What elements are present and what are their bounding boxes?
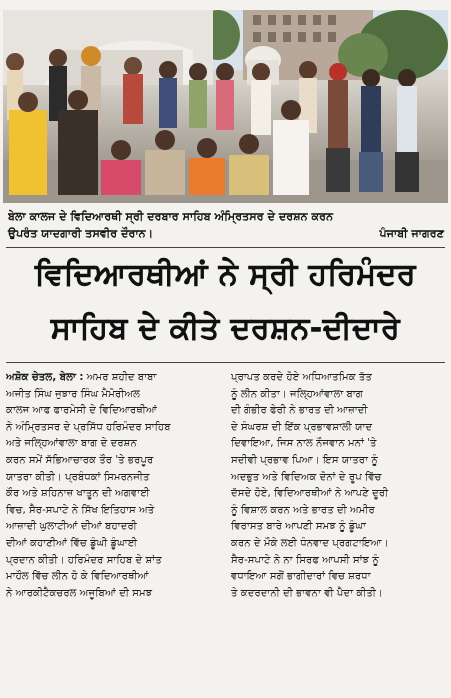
headline-line-1: ਵਿਦਿਆਰਥੀਆਂ ਨੇ ਸ੍ਰੀ ਹਰਿਮੰਦਰ [34,257,417,292]
article-line: ਪ੍ਰਦਾਨ ਕੀਤੀ। ਹਰਿਮੰਦਰ ਸਾਹਿਬ ਦੇ ਸ਼ਾਂਤ [6,554,162,566]
article-line: ਵਿਚ, ਸੈਰ-ਸਪਾਟੇ ਨੇ ਸਿੱਖ ਇਤਿਹਾਸ ਅਤੇ [6,504,155,516]
article-column-left [6,370,221,692]
photo-caption [8,208,444,242]
article-line: ਨੇ ਆਰਕੀਟੈਕਚਰਲ ਅਜੂਬਿਆਂ ਦੀ ਸਮਝ [6,587,153,599]
article-column-right [231,370,446,692]
headline-line-2: ਸਾਹਿਬ ਦੇ ਕੀਤੇ ਦਰਸ਼ਨ-ਦੀਦਾਰੇ [50,311,401,346]
article-line: ਨੂੰ ਵਿਸ਼ਾਲ ਕਰਨ ਅਤੇ ਭਾਰਤ ਦੀ ਅਮੀਰ [231,504,375,516]
photo-credit: ਪੰਜਾਬੀ ਜਾਗਰਣ [379,227,444,240]
byline: ਅਸ਼ੋਕ ਚੇਤਲ, ਬੇਲਾ : [6,372,84,383]
article-line: ਸੈਰ-ਸਪਾਟੇ ਨੇ ਨਾ ਸਿਰਫ ਆਪਸੀ ਸਾਂਝ ਨੂੰ [231,554,379,566]
article-line: ਤੇ ਕਦਰਦਾਨੀ ਦੀ ਭਾਵਨਾ ਵੀ ਪੈਦਾ ਕੀਤੀ। [231,587,383,599]
group-photo-illustration [3,10,448,203]
caption-line-1: ਬੇਲਾ ਕਾਲਜ ਦੇ ਵਿਦਿਆਰਥੀ ਸ੍ਰੀ ਦਰਬਾਰ ਸਾਹਿਬ ਅੰਮ੍ਰਿਤਸਰ ਦੇ ਦਰਸ਼ਨ ਕਰਨ [8,210,334,223]
article-line: ਪ੍ਰਾਪਤ ਕਰਦੇ ਹੋਏ ਅਧਿਆਤਮਿਕ ਤੱਤ [231,372,372,383]
article-line: ਵਧਾਇਆ ਸਗੋਂ ਭਾਗੀਦਾਰਾਂ ਵਿਚ ਸ਼ਰਧਾ [231,571,371,583]
article-line: ਦਿਵਾਇਆ, ਜਿਸ ਨਾਲ ਨੌਜਵਾਨ ਮਨਾਂ 'ਤੇ [231,438,377,450]
article-line: ਯਾਤਰਾ ਕੀਤੀ। ਪ੍ਰਬੰਧਕਾਂ ਸਿਮਰਨਜੀਤ [6,471,150,483]
article-line: ਵਿਰਾਸਤ ਬਾਰੇ ਆਪਣੀ ਸਮਝ ਨੂੰ ਡੂੰਘਾ [231,521,366,533]
article-line: ਦੀ ਗੰਭੀਰ ਫੇਰੀ ਨੇ ਭਾਰਤ ਦੀ ਆਜ਼ਾਦੀ [231,405,368,417]
article-line: ਆਜ਼ਾਦੀ ਘੁਲਾਟੀਆਂ ਦੀਆਂ ਬਹਾਦਰੀ [6,521,137,533]
article-body [6,370,446,692]
article-line: ਦੇ ਸੰਘਰਸ਼ ਦੀ ਇੱਕ ਪ੍ਰਭਾਵਸ਼ਾਲੀ ਯਾਦ [231,421,373,433]
headline-divider [6,362,445,363]
article-line: ਕਰਨ ਦੇ ਮੌਕੇ ਲਈ ਧੰਨਵਾਦ ਪ੍ਰਗਟਾਇਆ। [231,537,389,549]
group-photo [3,10,448,203]
article-line: ਕਰਨ ਸਮੇਂ ਸੱਭਿਆਚਾਰਕ ਤੌਰ 'ਤੇ ਭਰਪੂਰ [6,454,154,466]
article-line: ਅਤੇ ਜਲ੍ਹਿਆਂਵਾਲਾ ਬਾਗ ਦੇ ਦਰਸ਼ਨ [6,438,137,450]
caption-line-2-row [8,225,444,242]
article-line: ਨੂੰ ਲੀਨ ਕੀਤਾ। ਜਲ੍ਹਿਆਂਵਾਲਾ ਬਾਗ [231,388,363,400]
article-line [6,370,221,387]
article-line: ਕਾਲਜ ਆਫ ਫਾਰਮੇਸੀ ਦੇ ਵਿਦਿਆਰਥੀਆਂ [6,405,157,417]
article-line: ਮਾਹੌਲ ਵਿੱਚ ਲੀਨ ਹੋ ਕੇ ਵਿਦਿਆਰਥੀਆਂ [6,571,149,583]
article-line: ਅਜੀਤ ਸਿੰਘ ਜੁਝਾਰ ਸਿੰਘ ਮੈਮੋਰੀਅਲ [6,388,140,400]
article-line: ਕੌਰ ਅਤੇ ਸ਼ਹਿਨਾਜ਼ ਖਾਤੂਨ ਦੀ ਅਗਵਾਈ [6,488,150,500]
caption-line-2: ਉਪਰੰਤ ਯਾਦਗਾਰੀ ਤਸਵੀਰ ਦੌਰਾਨ। [8,227,154,240]
article-line: ਨੇ ਅੰਮ੍ਰਿਤਸਰ ਦੇ ਪ੍ਰਸਿੱਧ ਹਰਿਮੰਦਰ ਸਾਹਿਬ [6,421,171,433]
caption-divider [6,247,445,248]
article-line: ਦੀਆਂ ਕਹਾਣੀਆਂ ਵਿੱਚ ਡੂੰਘੀ ਡੂੰਘਾਈ [6,537,138,549]
article-line: ਸਦੀਵੀ ਪ੍ਰਭਾਵ ਪਿਆ। ਇਸ ਯਾਤਰਾ ਨੂੰ [231,454,378,466]
article-line: ਅਦਭੁਤ ਅਤੇ ਵਿਦਿਅਕ ਦੋਨਾਂ ਦੇ ਰੂਪ ਵਿੱਚ [231,471,382,483]
article-line-text: ਅਮਰ ਸ਼ਹੀਦ ਬਾਬਾ [83,372,157,383]
article-line: ਦੱਸਦੇ ਹੋਏ, ਵਿਦਿਆਰਥੀਆਂ ਨੇ ਆਪਣੇ ਦੂਰੀ [231,488,389,500]
